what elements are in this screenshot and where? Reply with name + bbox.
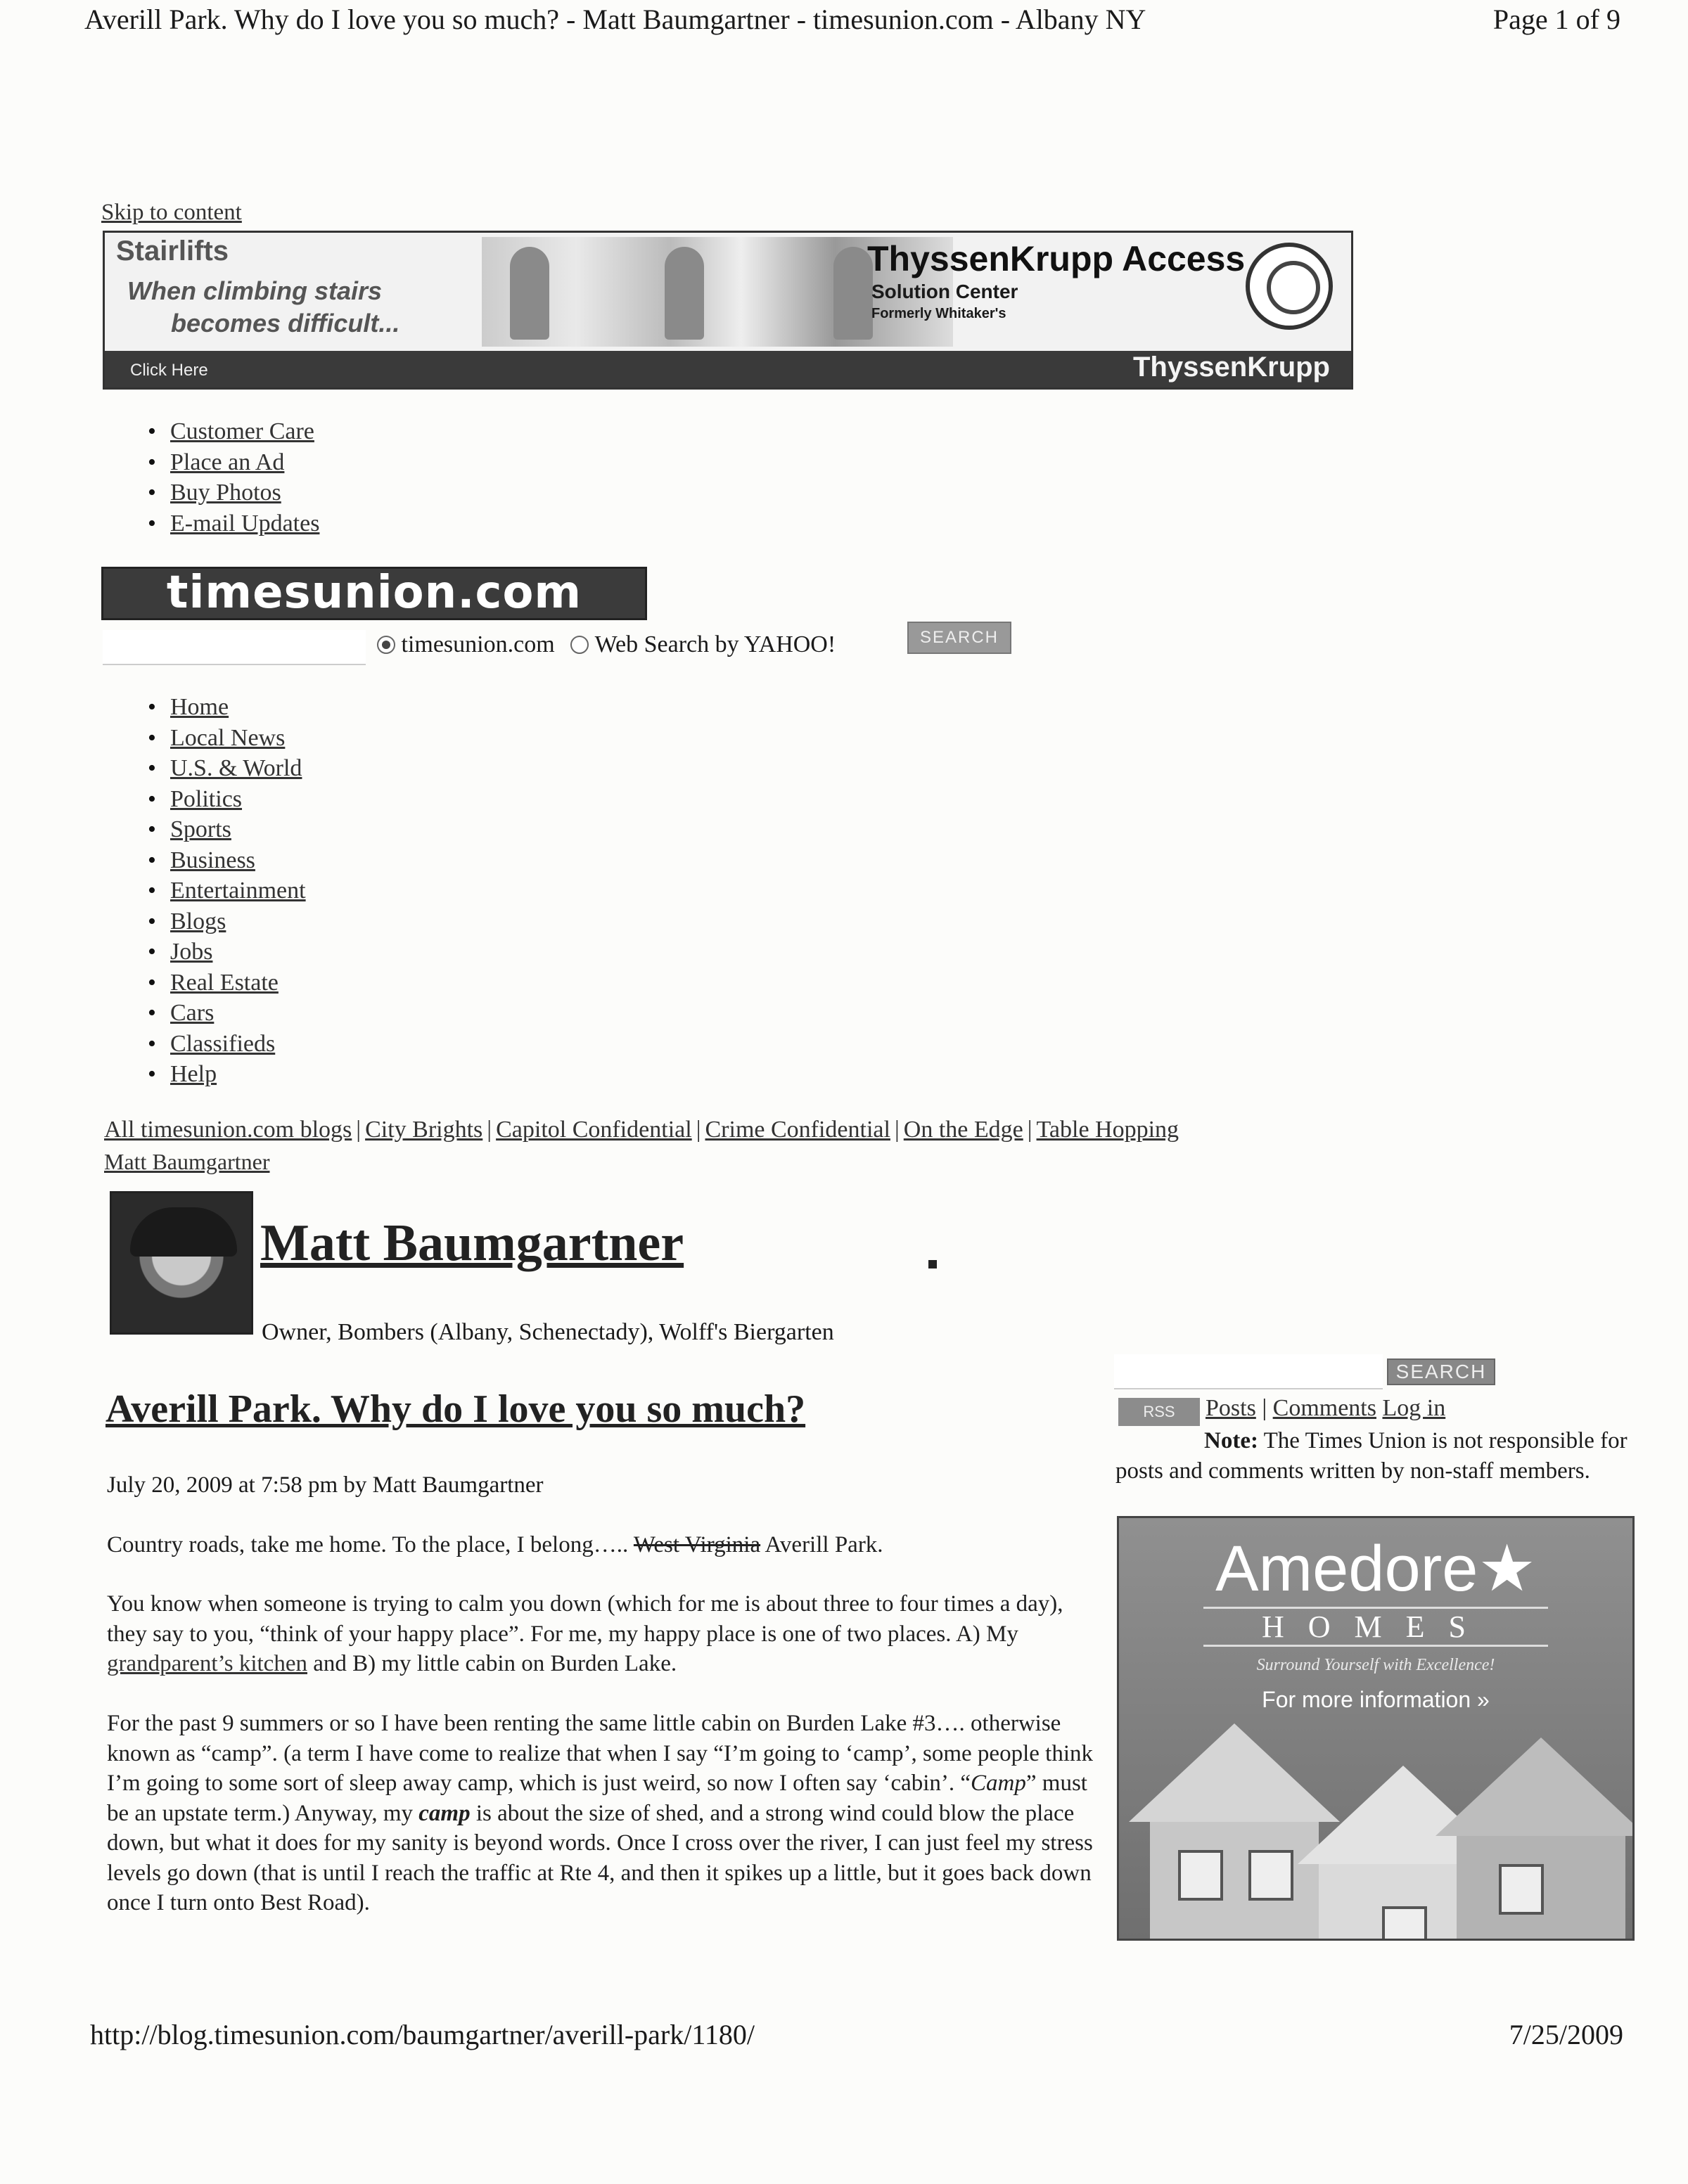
p2-text-end: and B) my little cabin on Burden Lake. [307,1651,677,1676]
utility-link-buy-photos[interactable] [103,477,319,508]
p3-text-end: is about the size of shed, and a strong wind could blow the place down, but what it does for my sanity is beyond words. Once I cross over the river, I can just feel my stress levels go down (that is until I reach the traffic at Rte 4, and then it spikes up a little, but it goes back down once I turn onto Best Road). [107,1800,1093,1915]
post-paragraph-1 [107,1530,1106,1560]
banner-solution: Solution Center [871,281,1018,302]
disclaimer-note [1115,1426,1639,1486]
blog-separator: | [1027,1117,1032,1143]
banner-subhead-line2: becomes difficult... [171,309,400,338]
post-title[interactable]: Averill Park. Why do I love you so much? [106,1387,806,1431]
nav-item-label[interactable]: Classifieds [170,1030,276,1057]
p3-emphasis-camp: Camp [971,1771,1026,1796]
ad-brand: Amedore★ [1215,1533,1536,1605]
nav-item-classifieds[interactable] [103,1029,306,1060]
stairlift-banner-ad[interactable] [103,231,1353,390]
ad-homes: HOMES [1203,1607,1548,1647]
nav-item-sports[interactable] [103,814,306,845]
banner-subhead-line1: When climbing stairs [127,276,383,305]
nav-item-label[interactable]: U.S. & World [170,755,302,781]
ad-house-illustration [1436,1737,1635,1941]
feed-links [1206,1395,1445,1422]
main-nav [103,692,306,1090]
radio-timesunion[interactable] [377,636,395,654]
nav-item-label[interactable]: Real Estate [170,969,279,996]
amedore-homes-ad[interactable] [1117,1516,1635,1941]
blog-author-link[interactable]: Matt Baumgartner [104,1149,270,1174]
utility-link-label[interactable]: Buy Photos [170,480,281,506]
utility-link-customer-care[interactable] [103,416,319,447]
blog-separator: | [894,1117,900,1143]
ad-tagline: Surround Yourself with Excellence! [1256,1656,1495,1674]
nav-item-local-news[interactable] [103,723,306,754]
nav-item-real-estate[interactable] [103,968,306,998]
radio-timesunion-label: timesunion.com [401,631,555,658]
p1-text: Country roads, take me home. To the place, I belong….. [107,1532,634,1557]
nav-item-label[interactable]: Business [170,847,255,873]
nav-item-label[interactable]: Cars [170,1000,215,1026]
nav-item-politics[interactable] [103,784,306,815]
p3-text-mid: ” must be an upstate term.) Anyway, my [107,1771,1087,1826]
search-button[interactable]: SEARCH [907,622,1011,654]
author-description: Owner, Bombers (Albany, Schenectady), Wolff's Biergarten [262,1319,834,1345]
p2-text: You know when someone is trying to calm you down (which for me is about three to four times a day), they say to you, “think of your happy place”. For me, my happy place is one of two places. A) My [107,1591,1063,1647]
comments-feed-link[interactable]: Comments [1272,1395,1376,1421]
banner-formerly: Formerly Whitaker's [871,306,1006,321]
skip-to-content-link[interactable]: Skip to content [101,200,242,225]
grandparents-kitchen-link[interactable]: grandparent’s kitchen [107,1651,307,1676]
author-avatar[interactable] [110,1191,253,1335]
ad-more-info[interactable]: For more information » [1262,1687,1490,1712]
nav-item-jobs[interactable] [103,937,306,968]
utility-links [103,416,319,539]
banner-subhead [127,275,399,340]
utility-link-place-ad[interactable] [103,447,319,478]
blog-link-city-brights[interactable]: City Brights [365,1117,483,1143]
site-search-input[interactable] [103,630,366,665]
feed-separator: | [1262,1395,1267,1421]
nav-item-label[interactable]: Jobs [170,939,213,965]
blog-link-on-the-edge[interactable]: On the Edge [903,1117,1023,1143]
banner-footer-brand: ThyssenKrupp [1132,352,1330,383]
thyssenkrupp-logo-icon [1246,243,1333,330]
post-meta: July 20, 2009 at 7:58 pm by Matt Baumgartner [107,1472,544,1498]
nav-item-label[interactable]: Politics [170,785,243,812]
post-paragraph-3 [107,1709,1106,1918]
login-link[interactable]: Log in [1382,1395,1446,1421]
post-paragraph-2 [107,1589,1106,1679]
blog-link-capitol-confidential[interactable]: Capitol Confidential [496,1117,692,1143]
rss-icon[interactable] [1118,1398,1200,1426]
blog-links-bar [104,1117,1179,1143]
nav-item-business[interactable] [103,845,306,876]
print-page-number: Page 1 of 9 [1492,4,1620,35]
p3-emphasis-camp-2: camp [418,1800,471,1826]
nav-item-label[interactable]: Help [170,1061,217,1087]
nav-item-entertainment[interactable] [103,875,306,906]
blog-separator: | [487,1117,492,1143]
blog-link-crime-confidential[interactable]: Crime Confidential [705,1117,890,1143]
p1-strike: West Virginia [633,1532,761,1557]
banner-brand: ThyssenKrupp Access [867,239,1246,278]
print-footer-url: http://blog.timesunion.com/baumgartner/averill-park/1180/ [90,2019,755,2050]
blog-search-input[interactable] [1114,1354,1383,1389]
nav-item-label[interactable]: Local News [170,724,286,751]
utility-link-label[interactable]: Place an Ad [170,449,285,475]
nav-item-cars[interactable] [103,998,306,1029]
nav-item-home[interactable] [103,692,306,723]
nav-item-blogs[interactable] [103,906,306,937]
blog-separator: | [696,1117,701,1143]
blog-link-table-hopping[interactable]: Table Hopping [1036,1117,1179,1143]
blog-search-button[interactable]: SEARCH [1387,1358,1495,1385]
banner-headline: Stairlifts [116,236,229,266]
rss-label: RSS [1143,1403,1175,1420]
search-scope [377,630,836,658]
print-header-title: Averill Park. Why do I love you so much? - Matt Baumgartner - timesunion.com - Albany NY [84,4,1146,35]
note-text: The Times Union is not responsible for posts and comments written by non-staff members. [1115,1428,1628,1484]
nav-item-help[interactable] [103,1059,306,1090]
utility-link-label[interactable]: E-mail Updates [170,510,320,537]
blog-separator: | [356,1117,362,1143]
banner-click-here[interactable]: Click Here [130,361,208,380]
utility-link-label[interactable]: Customer Care [170,418,314,444]
blog-link-all[interactable]: All timesunion.com blogs [104,1117,352,1143]
p3-text: For the past 9 summers or so I have been renting the same little cabin on Burden Lake #3…. otherwise known as “camp”. (a term I have come to realize that when I say “I’m going to ‘camp’, some people think I’m going to some sort of sleep away camp, which is just weird, so now I often say ‘cabin’. “ [107,1711,1093,1796]
utility-link-email-updates[interactable] [103,508,319,539]
print-footer-date: 7/25/2009 [1509,2019,1623,2050]
note-label: Note: [1204,1428,1258,1453]
radio-yahoo[interactable] [570,636,589,654]
nav-item-us-world[interactable] [103,753,306,784]
nav-item-label[interactable]: Entertainment [170,878,306,904]
nav-item-label[interactable]: Blogs [170,908,226,934]
nav-item-label[interactable]: Home [170,694,229,720]
p1-text-end: Averill Park. [760,1532,883,1557]
site-logo[interactable]: timesunion.com [101,567,647,620]
scan-speck [928,1260,937,1268]
posts-feed-link[interactable]: Posts [1206,1395,1256,1421]
nav-item-label[interactable]: Sports [170,816,231,842]
radio-yahoo-label: Web Search by YAHOO! [594,631,836,658]
author-name[interactable]: Matt Baumgartner [260,1214,684,1272]
